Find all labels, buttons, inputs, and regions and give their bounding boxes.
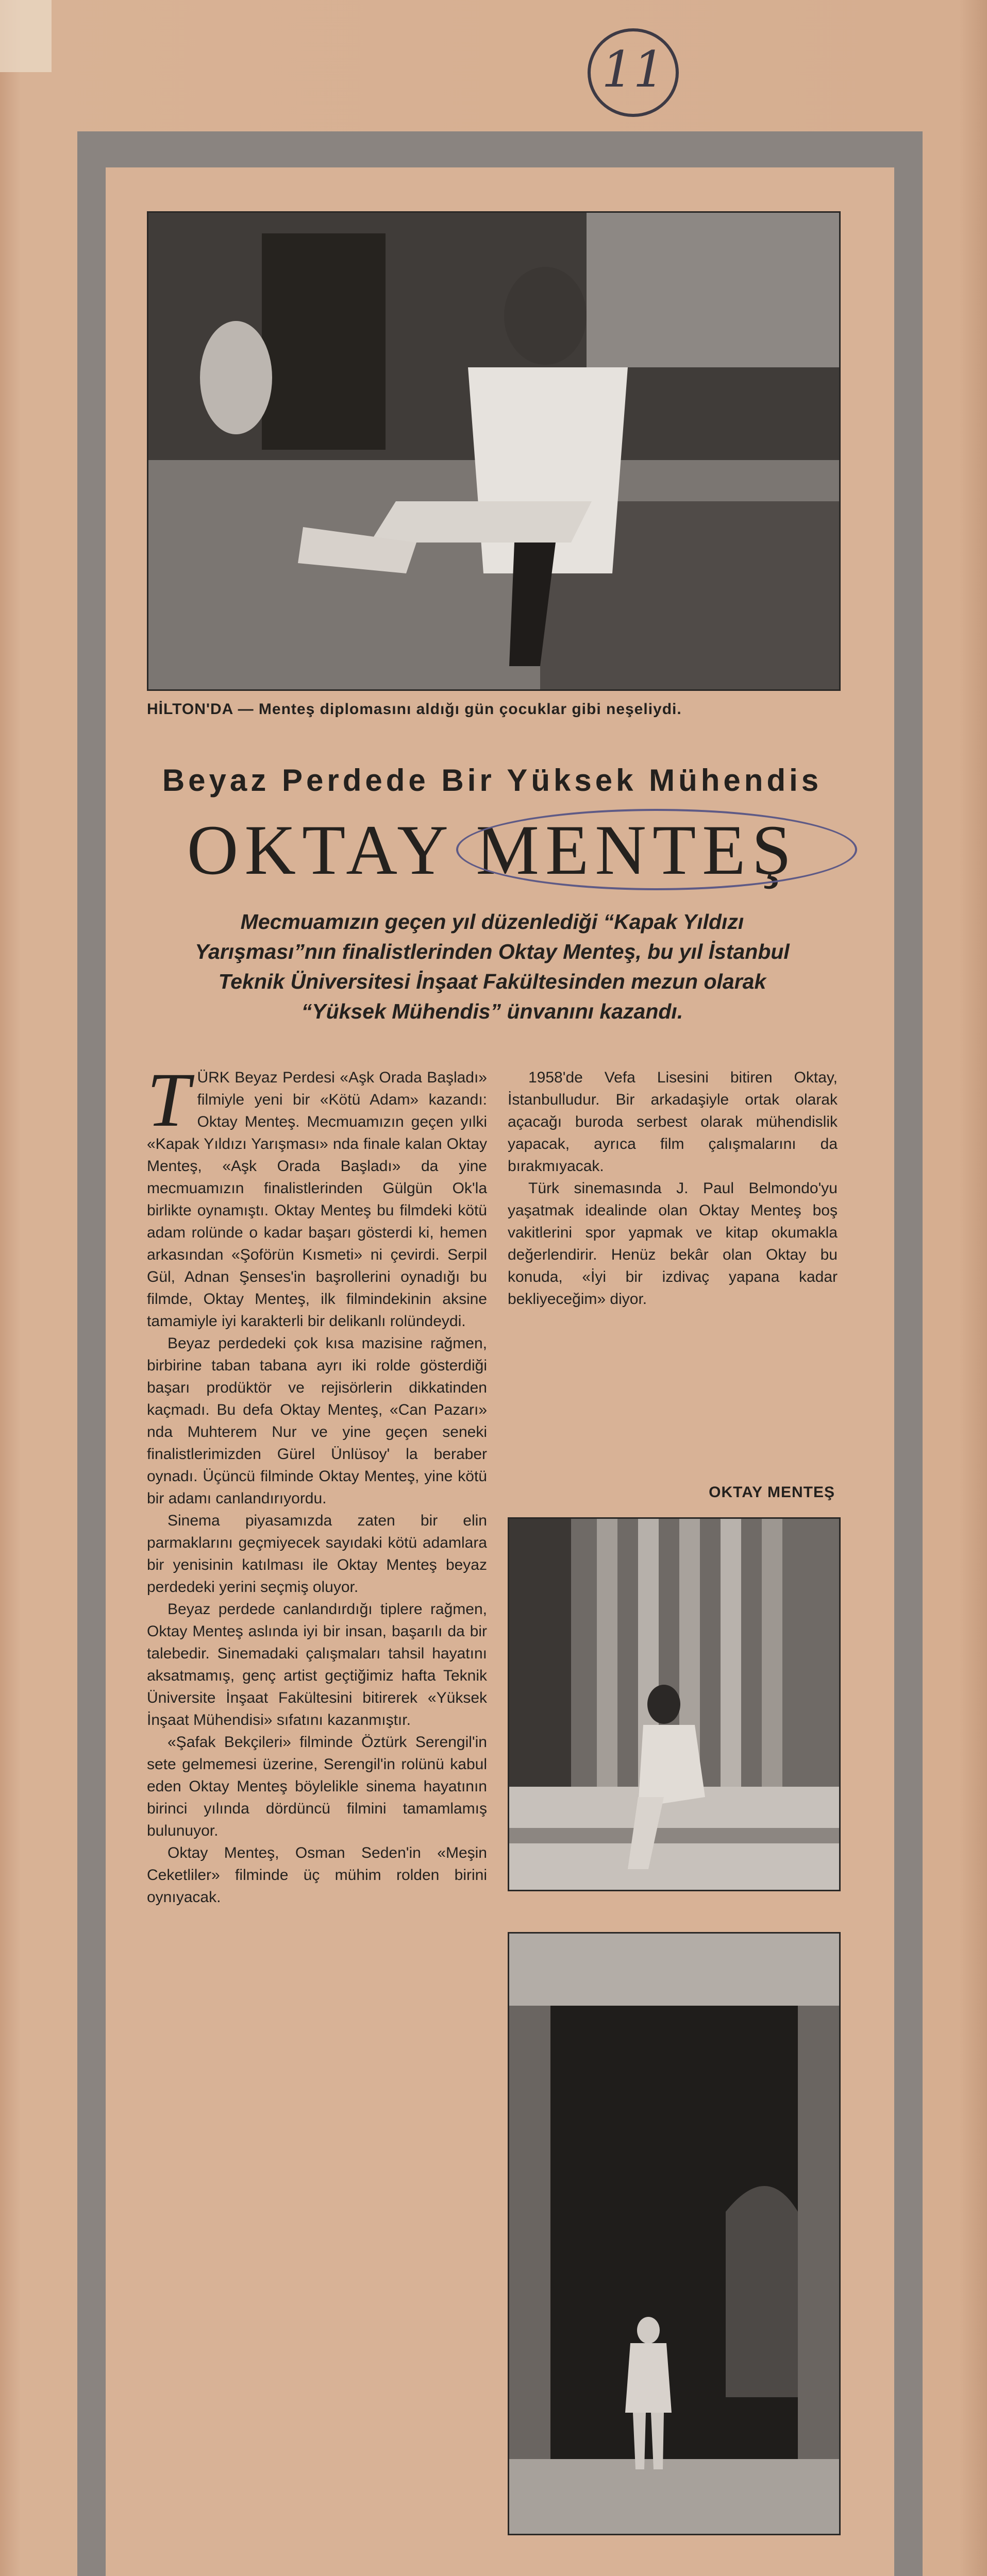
building-steps-photo [508, 1517, 841, 1891]
article-paragraph: 1958'de Vefa Lisesini bitiren Oktay, İstanbulludur. Bir arkadaşiyle ortak olarak açacağı buroda serbest olarak mühendislik yapacak, ayrıca film çalışmalarını da bırakmıyacak. [508, 1069, 838, 1175]
article-paragraph: Sinema piyasamızda zaten bir elin parmaklarını geçmiyecek sayıdaki kötü adamlara bir yenisinin katılması ile Oktay Menteş beyaz perdedeki yerini seçmiş oluyor. [147, 1512, 487, 1596]
article-right-column [508, 1066, 838, 1310]
headline-kicker: Beyaz Perdede Bir Yüksek Mühendis [162, 763, 823, 798]
handwritten-circle-mark [456, 809, 857, 890]
archive-number-stamp: 11 [588, 28, 679, 117]
top-photo-caption: HİLTON'DA — Menteş diplomasını aldığı gün çocuklar gibi neşeliydi. [147, 701, 682, 718]
university-entrance-photo [508, 1932, 841, 2535]
article-paragraph: Türk sinemasında J. Paul Belmondo'yu yaşatmak idealinde olan Oktay Menteş boş vakitlerini spor yapmak ve kitap okumakla değerlendirir. Henüz bekâr olan Oktay bu konuda, «İyi bir izdivaç yapana kadar bekliyeceğim» diyor. [508, 1180, 838, 1308]
article-paragraph: Beyaz perdedeki çok kısa mazisine rağmen, birbirine taban tabana ayrı iki rolde gösterdiği başarı prodüktör ve rejisörlerin dikkatinden kaçmadı. Bu defa Oktay Menteş, «Can Pazarı» nda Muhterem Nur ve yine geçen seneki finalistlerimizden Gürel Ünlüsoy' la beraber oynadı. Üçüncü filminde Oktay Menteş, yine kötü bir adamı canlandırıyordu. [147, 1335, 487, 1507]
dropcap: T [147, 1057, 190, 1143]
tape-mark [0, 0, 52, 72]
side-photos-caption: OKTAY MENTEŞ [709, 1484, 835, 1501]
hilton-poolside-photo [147, 211, 841, 691]
article-paragraph: Oktay Menteş, Osman Seden'in «Meşin Ceketliler» filminde üç mühim rolden birini oynıyacak. [147, 1844, 487, 1906]
intro-paragraph: Mecmuamızın geçen yıl düzenlediği “Kapak Yıldızı Yarışması”nın finalistlerinden Oktay Menteş, bu yıl İstanbul Teknik Üniversitesi İnşaat Fakültesinden mezun olarak “Yüksek Mühendis” ünvanını kazandı. [195, 910, 790, 1023]
article-paragraph: Beyaz perdede canlandırdığı tiplere rağmen, Oktay Menteş aslında iyi bir insan, başarılı da bir talebedir. Sinemadaki çalışmaları tahsil hayatını aksatmamış, genç artist geçtiğimiz hafta Teknik Üniversite İnşaat Fakültesini bitirerek «Yüksek İnşaat Mühendisi» sıfatını kazanmıştır. [147, 1601, 487, 1728]
article-paragraph: «Şafak Bekçileri» filminde Öztürk Serengil'in sete gelmemesi üzerine, Serengil'in rolünü kabul eden Oktay Menteş böylelikle sinema hayatının birinci yılında dördüncü filmini tamamlamış bulunuyor. [147, 1734, 487, 1839]
article-paragraph: ÜRK Beyaz Perdesi «Aşk Orada Başladı» filmiyle yeni bir «Kötü Adam» kazandı: Oktay Menteş. Mecmuamızın geçen yılki «Kapak Yıldızı Yarışması» nda finale kalan Oktay Menteş, «Aşk Orada Başladı» da yine mecmuamızın finalistlerinden Gülgün Ok'la birlikte oynamıştı. Oktay Menteş bu filmdeki kötü adam rolünde o kadar başarı gösterdi ki, hemen arkasından «Şoförün Kısmeti» ni çevirdi. Serpil Gül, Adnan Şenses'in başrollerini oynadığı bu filmde, Oktay Menteş, ilk filmindekinin aksine tamamiyle iyi karakterli bir delikanlı rolündeydi. [147, 1069, 487, 1330]
article-left-column [147, 1057, 487, 1908]
headline-name: OKTAY MENTEŞ [187, 810, 798, 889]
